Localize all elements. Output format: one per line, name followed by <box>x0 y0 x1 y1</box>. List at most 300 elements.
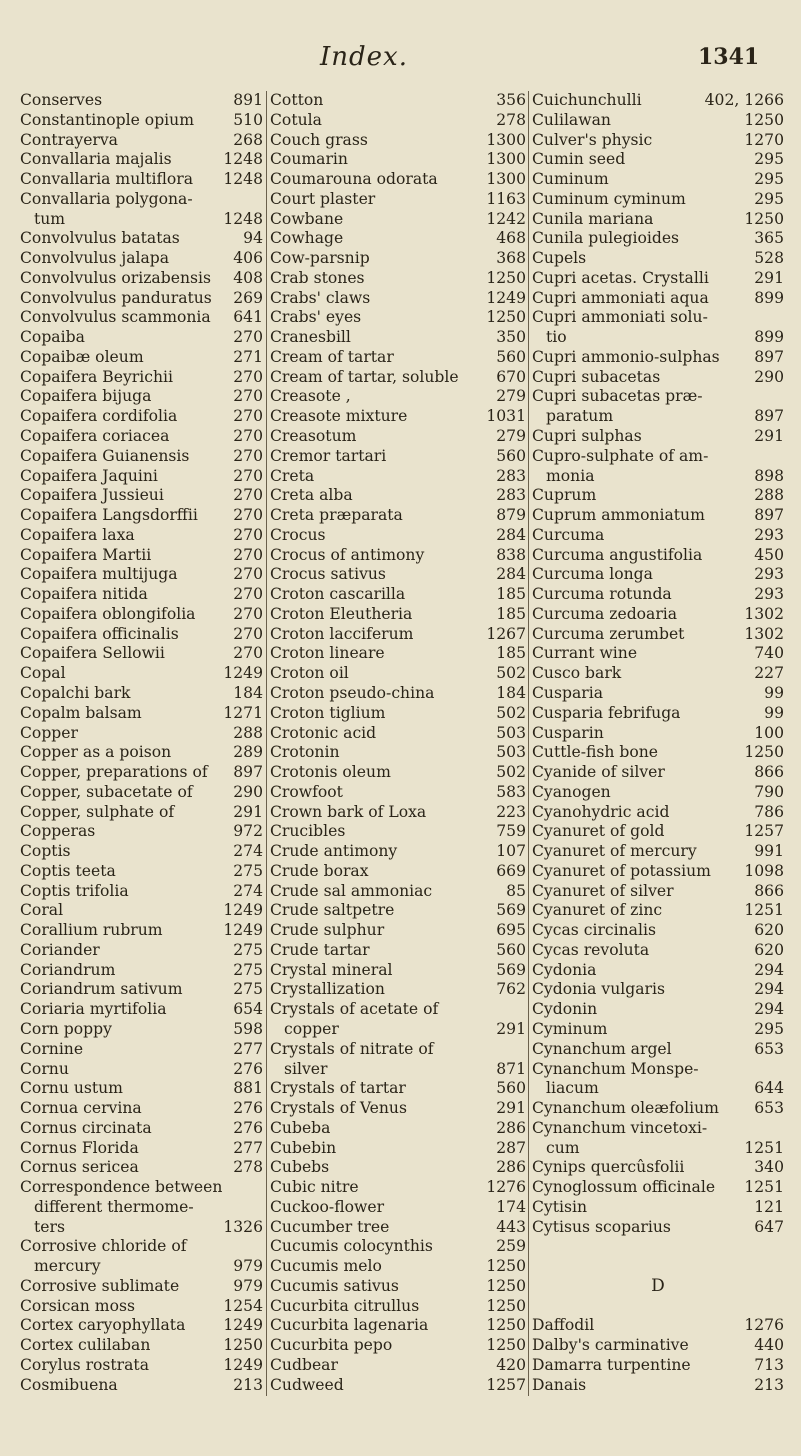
entry-term: Cucurbita pepo <box>270 1336 393 1355</box>
entry-term: Cytisin <box>532 1197 588 1216</box>
entry-page-number: 278 <box>496 110 526 129</box>
entry-page-number: 291 <box>754 268 784 287</box>
entry-page-number: 270 <box>233 427 263 446</box>
index-entry <box>20 1079 263 1099</box>
index-entry <box>532 704 784 724</box>
index-entry <box>20 882 263 902</box>
entry-page-number: 185 <box>496 585 526 604</box>
entry-term: mercury <box>34 1257 101 1276</box>
entry-page-number: 898 <box>754 466 784 485</box>
entry-term: Curcuma longa <box>532 565 653 584</box>
entry-term: Cremor tartari <box>270 446 387 465</box>
entry-term: Cream of tartar, soluble <box>270 367 459 386</box>
entry-page-number: 1300 <box>486 130 526 149</box>
index-entry <box>532 763 784 783</box>
index-entry <box>270 1040 526 1060</box>
index-entry <box>532 1139 784 1159</box>
entry-page-number: 1242 <box>486 209 526 228</box>
entry-page-number: 528 <box>754 249 784 268</box>
entry-term: Creasote , <box>270 387 351 406</box>
index-entry <box>270 783 526 803</box>
entry-page-number: 295 <box>754 1019 784 1038</box>
entry-term: Crocus <box>270 525 326 544</box>
entry-term: Cumin seed <box>532 150 626 169</box>
entry-term: Cucumis sativus <box>270 1276 399 1295</box>
index-entry <box>20 644 263 664</box>
index-entry <box>20 486 263 506</box>
entry-term: Cucurbita citrullus <box>270 1296 420 1315</box>
entry-term: Cyanide of silver <box>532 763 665 782</box>
entry-term: Copalm balsam <box>20 703 142 722</box>
entry-term: Copaiba <box>20 328 85 347</box>
entry-term: Croton pseudo-china <box>270 683 435 702</box>
index-entry <box>270 111 526 131</box>
entry-term: Crystals of nitrate of <box>270 1039 434 1058</box>
entry-page-number: 1251 <box>744 1138 784 1157</box>
entry-page-number: 121 <box>754 1197 784 1216</box>
entry-term: Croton lacciferum <box>270 624 414 643</box>
entry-term: Correspondence between <box>20 1178 223 1197</box>
entry-page-number: 503 <box>496 723 526 742</box>
entry-term: Cucurbita lagenaria <box>270 1316 429 1335</box>
index-entry <box>270 1316 526 1336</box>
entry-term: Corn poppy <box>20 1019 112 1038</box>
index-entry <box>20 308 263 328</box>
entry-term: Cucumis melo <box>270 1257 382 1276</box>
entry-page-number: 276 <box>233 1059 263 1078</box>
entry-page-number: 185 <box>496 604 526 623</box>
entry-term: Coptis <box>20 842 71 861</box>
entry-page-number: 270 <box>233 585 263 604</box>
entry-page-number: 440 <box>754 1336 784 1355</box>
entry-page-number: 1276 <box>486 1178 526 1197</box>
index-entry <box>270 724 526 744</box>
entry-term: Copaifera cordifolia <box>20 407 178 426</box>
index-entry <box>270 328 526 348</box>
entry-page-number: 174 <box>496 1197 526 1216</box>
entry-page-number: 99 <box>764 683 784 702</box>
entry-term: Contrayerva <box>20 130 118 149</box>
entry-page-number: 1302 <box>744 604 784 623</box>
entry-term: Cuminum <box>532 170 609 189</box>
entry-term: cum <box>546 1138 580 1157</box>
entry-term: Cupri acetas. Crystalli <box>532 268 709 287</box>
index-entry <box>270 467 526 487</box>
entry-page-number: 762 <box>496 980 526 999</box>
entry-term: Cusparia <box>532 683 603 702</box>
entry-page-number: 295 <box>754 189 784 208</box>
index-entry <box>20 1316 263 1336</box>
entry-page-number: 881 <box>233 1079 263 1098</box>
entry-page-number: 1250 <box>744 209 784 228</box>
index-entry <box>532 1237 784 1257</box>
entry-page-number: 279 <box>496 387 526 406</box>
index-entry <box>270 1079 526 1099</box>
entry-term: Corallium rubrum <box>20 921 163 940</box>
index-entry <box>20 783 263 803</box>
entry-term: Croton lineare <box>270 644 385 663</box>
entry-page-number: 100 <box>754 723 784 742</box>
index-entry <box>532 486 784 506</box>
entry-page-number: 502 <box>496 703 526 722</box>
index-entry <box>20 1119 263 1139</box>
entry-page-number: 294 <box>754 960 784 979</box>
index-entry <box>20 862 263 882</box>
entry-page-number: 270 <box>233 506 263 525</box>
index-entry <box>532 447 784 467</box>
entry-page-number: 670 <box>496 367 526 386</box>
entry-term: tum <box>34 209 66 228</box>
entry-term: Copaifera Sellowii <box>20 644 165 663</box>
index-entry <box>532 210 784 230</box>
entry-page-number: 1248 <box>223 209 263 228</box>
entry-term: Cupro-sulphate of am- <box>532 446 709 465</box>
entry-term: Cydonia <box>532 960 597 979</box>
entry-term: Court plaster <box>270 189 376 208</box>
entry-page-number: 288 <box>233 723 263 742</box>
index-entry <box>270 704 526 724</box>
entry-page-number: 786 <box>754 802 784 821</box>
entry-term: Cudweed <box>270 1375 344 1394</box>
entry-page-number: 897 <box>754 347 784 366</box>
index-entry <box>270 249 526 269</box>
entry-term: Cupels <box>532 249 587 268</box>
entry-page-number: 295 <box>754 150 784 169</box>
index-entry <box>270 131 526 151</box>
index-entry <box>20 684 263 704</box>
entry-term: Corylus rostrata <box>20 1356 149 1374</box>
entry-page-number: 283 <box>496 486 526 505</box>
index-entry <box>270 1277 526 1297</box>
entry-page-number: 991 <box>754 842 784 861</box>
entry-page-number: 284 <box>496 525 526 544</box>
entry-page-number: 510 <box>233 110 263 129</box>
entry-term: Crowfoot <box>270 782 343 801</box>
index-entry <box>20 1257 263 1277</box>
entry-term: Crotonic acid <box>270 723 377 742</box>
entry-page-number: 1250 <box>223 1336 263 1355</box>
index-entry <box>20 1178 263 1198</box>
entry-term: Cornu <box>20 1059 69 1078</box>
index-entry <box>270 644 526 664</box>
index-entry <box>20 980 263 1000</box>
entry-page-number: 1250 <box>486 1316 526 1335</box>
entry-page-number: 275 <box>233 940 263 959</box>
index-entry <box>20 763 263 783</box>
entry-page-number: 270 <box>233 407 263 426</box>
entry-term: Copaifera laxa <box>20 525 135 544</box>
entry-term: Cycas circinalis <box>532 921 656 940</box>
index-entry <box>20 348 263 368</box>
entry-term: Crystal mineral <box>270 960 393 979</box>
entry-page-number: 695 <box>496 921 526 940</box>
entry-term: Cydonin <box>532 1000 598 1019</box>
entry-term: Copper, sulphate of <box>20 802 175 821</box>
index-entry <box>532 921 784 941</box>
entry-page-number: 647 <box>754 1217 784 1236</box>
entry-page-number: 270 <box>233 446 263 465</box>
entry-term: Crude antimony <box>270 842 398 861</box>
entry-term: Copaifera Jussieui <box>20 486 164 505</box>
index-entry <box>532 822 784 842</box>
index-entry <box>270 1218 526 1238</box>
entry-page-number: 468 <box>496 229 526 248</box>
entry-page-number: 286 <box>496 1118 526 1137</box>
index-entry <box>532 308 784 328</box>
index-entry <box>532 249 784 269</box>
entry-term: Cowbane <box>270 209 344 228</box>
entry-page-number: 620 <box>754 940 784 959</box>
entry-term: Crude sal ammoniac <box>270 881 433 900</box>
entry-term: Cynanchum Monspe- <box>532 1059 699 1078</box>
index-entry <box>20 1297 263 1317</box>
index-entry <box>270 941 526 961</box>
entry-term: Cortex caryophyllata <box>20 1316 186 1335</box>
entry-term: Curcuma rotunda <box>532 585 672 604</box>
entry-term: Cyanuret of potassium <box>532 861 711 880</box>
entry-page-number: 443 <box>496 1217 526 1236</box>
entry-term: Cowhage <box>270 229 344 248</box>
entry-page-number: 1098 <box>744 861 784 880</box>
index-entry <box>20 1000 263 1020</box>
index-entry <box>270 901 526 921</box>
entry-page-number: 185 <box>496 644 526 663</box>
entry-term: paratum <box>546 407 614 426</box>
entry-term: Copper <box>20 723 78 742</box>
entry-term: Convolvulus jalapa <box>20 249 170 268</box>
index-entry <box>532 625 784 645</box>
entry-page-number: 1250 <box>744 743 784 762</box>
entry-page-number: 899 <box>754 328 784 347</box>
index-entry <box>20 1218 263 1238</box>
entry-page-number: 368 <box>496 249 526 268</box>
index-entry <box>270 407 526 427</box>
index-entry <box>20 427 263 447</box>
entry-page-number: 1249 <box>223 1316 263 1335</box>
entry-page-number: 1249 <box>223 1356 263 1374</box>
index-entry <box>532 348 784 368</box>
index-entry <box>270 506 526 526</box>
index-column-3 <box>532 91 784 1396</box>
entry-term: Cytisus scoparius <box>532 1217 671 1236</box>
index-entry <box>20 605 263 625</box>
index-entry <box>532 724 784 744</box>
index-entry <box>532 1079 784 1099</box>
entry-term: liacum <box>546 1079 599 1098</box>
index-entry <box>20 269 263 289</box>
entry-page-number: 294 <box>754 980 784 999</box>
index-entry <box>270 486 526 506</box>
index-entry <box>532 1218 784 1238</box>
index-entry <box>270 1297 526 1317</box>
index-entry <box>20 131 263 151</box>
entry-page-number: 406 <box>233 249 263 268</box>
index-entry <box>20 111 263 131</box>
index-entry <box>532 91 784 111</box>
entry-page-number: 1250 <box>486 1336 526 1355</box>
entry-term: Cranesbill <box>270 328 351 347</box>
index-entry <box>532 684 784 704</box>
entry-page-number: 653 <box>754 1099 784 1118</box>
entry-page-number: 871 <box>496 1059 526 1078</box>
entry-page-number: 420 <box>496 1356 526 1374</box>
index-entry <box>20 625 263 645</box>
index-entry <box>270 803 526 823</box>
index-entry <box>532 1099 784 1119</box>
entry-term: Convolvulus orizabensis <box>20 268 211 287</box>
entry-page-number: 1251 <box>744 1178 784 1197</box>
entry-page-number: 897 <box>754 407 784 426</box>
entry-term: Copaifera coriacea <box>20 427 170 446</box>
index-entry <box>20 704 263 724</box>
entry-term: Cornus sericea <box>20 1158 139 1177</box>
entry-page-number: 669 <box>496 861 526 880</box>
entry-term: Cuttle-fish bone <box>532 743 659 762</box>
index-entry <box>532 150 784 170</box>
entry-term: Cornu ustum <box>20 1079 123 1098</box>
index-entry <box>532 605 784 625</box>
entry-term: Cupri ammonio-sulphas <box>532 347 720 366</box>
entry-term: Crotonin <box>270 743 340 762</box>
entry-term: Cyanuret of mercury <box>532 842 697 861</box>
entry-page-number: 274 <box>233 842 263 861</box>
entry-page-number: 1300 <box>486 170 526 189</box>
index-entry <box>20 961 263 981</box>
entry-page-number: 838 <box>496 545 526 564</box>
index-entry <box>532 131 784 151</box>
index-entry <box>20 1198 263 1218</box>
entry-term: Copaifera bijuga <box>20 387 152 406</box>
entry-term: Copperas <box>20 822 96 841</box>
entry-page-number: 569 <box>496 901 526 920</box>
index-entry <box>532 1257 784 1277</box>
entry-term: Coriandrum <box>20 960 116 979</box>
entry-term: Cow-parsnip <box>270 249 370 268</box>
entry-page-number: 270 <box>233 486 263 505</box>
index-entry <box>20 368 263 388</box>
entry-page-number: 274 <box>233 881 263 900</box>
entry-term: Damarra turpentine <box>532 1356 691 1374</box>
entry-term: Cynoglossum officinale <box>532 1178 716 1197</box>
index-entry <box>270 1178 526 1198</box>
entry-term: Cupri sulphas <box>532 427 642 446</box>
index-entry <box>270 1099 526 1119</box>
entry-page-number: 560 <box>496 1079 526 1098</box>
index-entry <box>20 328 263 348</box>
entry-page-number: 268 <box>233 130 263 149</box>
entry-term: Crotonis oleum <box>270 763 391 782</box>
index-entry <box>270 1139 526 1159</box>
entry-page-number: 866 <box>754 881 784 900</box>
entry-page-number: 641 <box>233 308 263 327</box>
entry-page-number: 270 <box>233 525 263 544</box>
entry-page-number: 293 <box>754 565 784 584</box>
entry-term: Cusco bark <box>532 664 622 683</box>
entry-term: copper <box>284 1019 339 1038</box>
entry-page-number: 270 <box>233 644 263 663</box>
index-entry <box>532 1178 784 1198</box>
index-entry <box>532 229 784 249</box>
index-entry <box>532 289 784 309</box>
page-number: 1341 <box>698 44 760 70</box>
index-entry <box>270 308 526 328</box>
index-entry <box>20 565 263 585</box>
index-entry <box>20 803 263 823</box>
entry-page-number: 107 <box>496 842 526 861</box>
index-entry <box>532 1356 784 1376</box>
entry-term: Crucibles <box>270 822 346 841</box>
index-entry <box>20 91 263 111</box>
entry-term: Cubic nitre <box>270 1178 359 1197</box>
index-entry <box>532 961 784 981</box>
index-entry <box>270 684 526 704</box>
entry-page-number: 598 <box>233 1019 263 1038</box>
index-entry <box>270 289 526 309</box>
index-entry <box>20 1356 263 1376</box>
entry-term: Crabs' eyes <box>270 308 362 327</box>
entry-term: Cupri subacetas præ- <box>532 387 703 406</box>
entry-page-number: 402, 1266 <box>704 91 784 109</box>
index-columns <box>20 91 784 1431</box>
entry-term: Corrosive chloride of <box>20 1237 187 1256</box>
entry-page-number: 1257 <box>486 1375 526 1394</box>
index-entry <box>532 901 784 921</box>
entry-page-number: 270 <box>233 545 263 564</box>
entry-page-number: 356 <box>496 91 526 109</box>
entry-term: Copaifera Langsdorffii <box>20 506 198 525</box>
entry-term: Croton cascarilla <box>270 585 406 604</box>
entry-term: Convallaria polygona- <box>20 189 193 208</box>
entry-term: Copaifera multijuga <box>20 565 178 584</box>
entry-term: Coptis trifolia <box>20 881 129 900</box>
entry-term: Convolvulus scammonia <box>20 308 211 327</box>
entry-term: Curcuma angustifolia <box>532 545 703 564</box>
entry-term: Cycas revoluta <box>532 940 650 959</box>
entry-term: Corrosive sublimate <box>20 1276 180 1295</box>
entry-page-number: 290 <box>754 367 784 386</box>
entry-term: Crystals of Venus <box>270 1099 407 1118</box>
index-entry <box>532 664 784 684</box>
index-entry <box>532 1158 784 1178</box>
entry-page-number: 213 <box>233 1375 263 1394</box>
index-entry <box>20 190 263 210</box>
entry-term: tio <box>546 328 567 347</box>
entry-term: ters <box>34 1217 65 1236</box>
entry-page-number: 503 <box>496 743 526 762</box>
index-entry <box>20 724 263 744</box>
entry-term: Cunila pulegioides <box>532 229 680 248</box>
index-entry <box>532 526 784 546</box>
entry-page-number: 1250 <box>486 268 526 287</box>
index-column-2 <box>270 91 526 1396</box>
index-entry <box>532 585 784 605</box>
index-entry <box>270 980 526 1000</box>
entry-page-number: 1251 <box>744 901 784 920</box>
entry-term: Cyanohydric acid <box>532 802 670 821</box>
entry-page-number: 979 <box>233 1257 263 1276</box>
entry-term: Crystals of tartar <box>270 1079 406 1098</box>
entry-page-number: 295 <box>754 170 784 189</box>
entry-page-number: 654 <box>233 1000 263 1019</box>
index-entry <box>20 921 263 941</box>
index-entry <box>270 269 526 289</box>
entry-page-number: 560 <box>496 347 526 366</box>
entry-page-number: 223 <box>496 802 526 821</box>
entry-page-number: 644 <box>754 1079 784 1098</box>
entry-page-number: 1254 <box>223 1296 263 1315</box>
index-entry <box>20 941 263 961</box>
index-entry <box>270 1237 526 1257</box>
